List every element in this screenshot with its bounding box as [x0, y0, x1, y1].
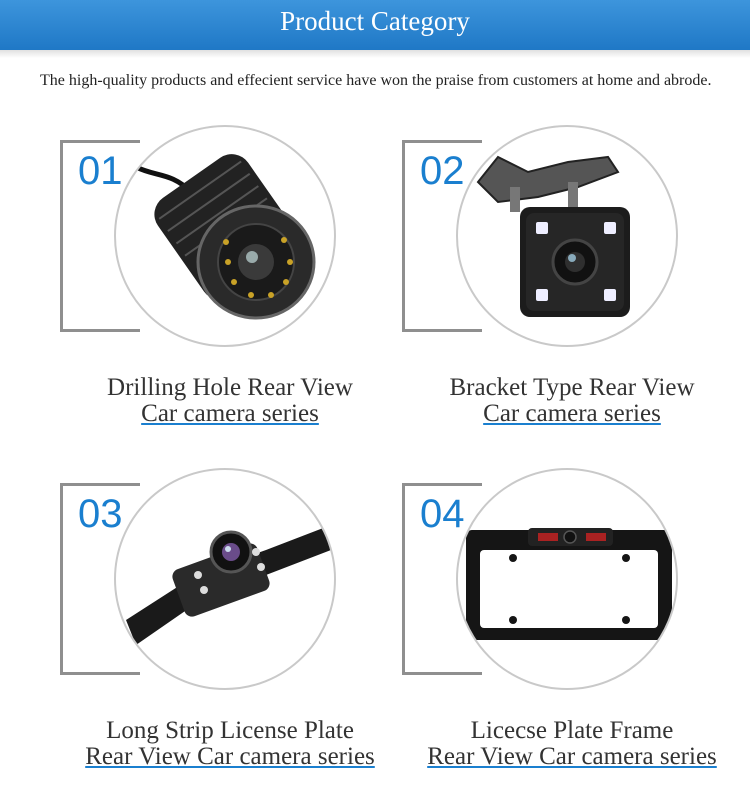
caption-line-1: Long Strip License Plate [106, 717, 354, 744]
product-card-1[interactable] [60, 125, 400, 425]
product-card-2[interactable] [402, 125, 742, 425]
card-number: 03 [74, 490, 127, 538]
caption-link[interactable]: Car camera series [141, 400, 319, 427]
intro-text: The high-quality products and effecient service have won the praise from customers at home and abrode. [40, 72, 712, 89]
caption-line-1: Licecse Plate Frame [470, 717, 674, 744]
card-number: 01 [74, 147, 127, 195]
caption-link[interactable]: Rear View Car camera series [85, 743, 375, 770]
product-image-circle[interactable] [114, 125, 336, 347]
product-caption[interactable] [402, 718, 742, 770]
product-caption[interactable] [60, 375, 400, 427]
plate-frame-camera-icon [458, 470, 678, 690]
card-number: 04 [416, 490, 469, 538]
strip-camera-icon [116, 470, 336, 690]
product-card-4[interactable] [402, 468, 742, 768]
caption-line-1: Bracket Type Rear View [449, 374, 695, 401]
caption-line-1: Drilling Hole Rear View [107, 374, 353, 401]
header-banner [0, 0, 750, 50]
flush-mount-camera-icon [116, 127, 336, 347]
product-image-circle[interactable] [114, 468, 336, 690]
product-image-circle[interactable] [456, 468, 678, 690]
caption-link[interactable]: Rear View Car camera series [427, 743, 717, 770]
product-image-circle[interactable] [456, 125, 678, 347]
product-caption[interactable] [402, 375, 742, 427]
product-card-3[interactable] [60, 468, 400, 768]
bracket-camera-icon [458, 127, 678, 347]
card-number: 02 [416, 147, 469, 195]
banner-shadow [0, 50, 750, 58]
caption-link[interactable]: Car camera series [483, 400, 661, 427]
page-title: Product Category [280, 6, 470, 36]
product-caption[interactable] [60, 718, 400, 770]
